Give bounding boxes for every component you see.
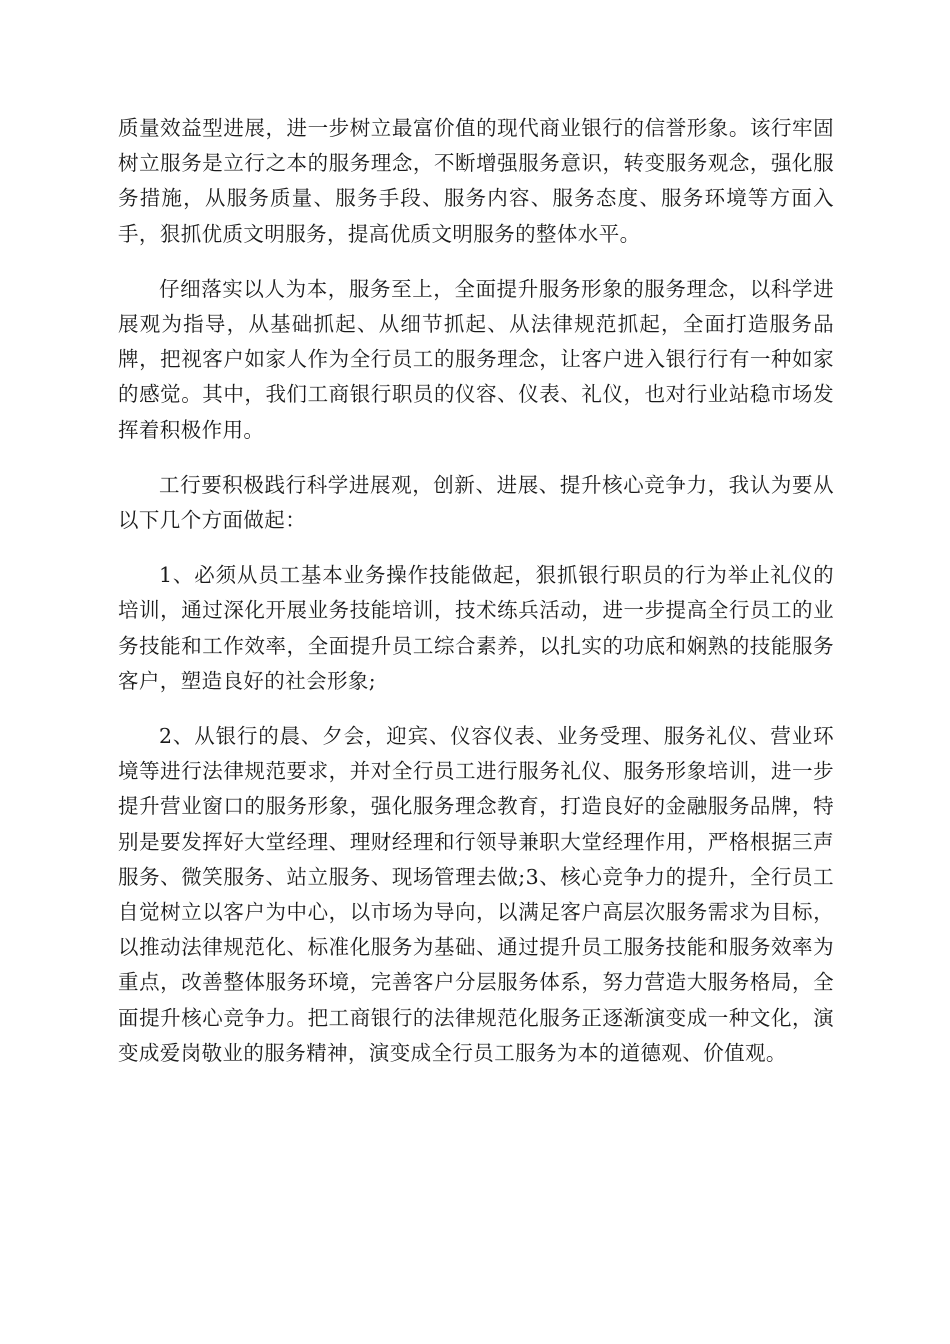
paragraph-5: 2、从银行的晨、夕会，迎宾、仪容仪表、业务受理、服务礼仪、营业环境等进行法律规范要求，并对全行员工进行服务礼仪、服务形象培训，进一步提升营业窗口的服务形象，强化服务理念教育，打造良好的金融服务品牌，特别是要发挥好大堂经理、理财经理和行领导兼职大堂经理作用，严格根据三声服务、微笑服务、站立服务、现场管理去做;3、核心竞争力的提升，全行员工自觉树立以客户为中心，以市场为导向，以满足客户高层次服务需求为目标，以推动法律规范化、标准化服务为基础、通过提升员工服务技能和服务效率为重点，改善整体服务环境，完善客户分层服务体系，努力营造大服务格局，全面提升核心竞争力。把工商银行的法律规范化服务正逐渐演变成一种文化，演变成爱岗敬业的服务精神，演变成全行员工服务为本的道德观、价值观。 [118,724,834,1065]
paragraph-2: 仔细落实以人为本，服务至上，全面提升服务形象的服务理念，以科学进展观为指导，从基础抓起、从细节抓起、从法律规范抓起，全面打造服务品牌，把视客户如家人作为全行员工的服务理念，让客户进入银行行有一种如家的感觉。其中，我们工商银行职员的仪容、仪表、礼仪，也对行业站稳市场发挥着积极作用。 [118,276,834,442]
paragraph-3: 工行要积极践行科学进展观，创新、进展、提升核心竞争力，我认为要从以下几个方面做起： [118,472,834,533]
document-body [118,111,834,1091]
paragraph-4: 1、必须从员工基本业务操作技能做起，狠抓银行职员的行为举止礼仪的培训，通过深化开展业务技能培训，技术练兵活动，进一步提高全行员工的业务技能和工作效率，全面提升员工综合素养，以扎实的功底和娴熟的技能服务客户，塑造良好的社会形象; [118,563,834,693]
paragraph-1: 质量效益型进展，进一步树立最富价值的现代商业银行的信誉形象。该行牢固树立服务是立行之本的服务理念，不断增强服务意识，转变服务观念，强化服务措施，从服务质量、服务手段、服务内容、服务态度、服务环境等方面入手，狠抓优质文明服务，提高优质文明服务的整体水平。 [118,116,834,246]
